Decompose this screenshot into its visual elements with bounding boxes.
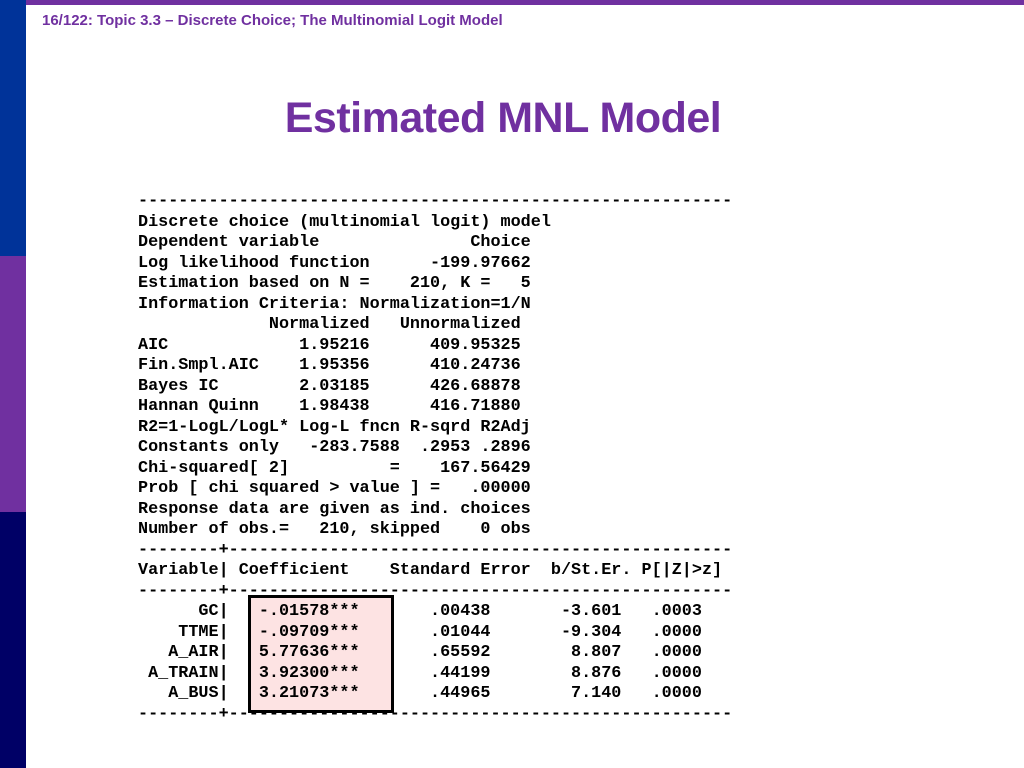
output-line: --------+-------------------------------------------------- — [138, 704, 733, 724]
coefficient-row-ttme: TTME| -.09709*** .01044 -9.304 .0000 — [138, 622, 702, 642]
output-line: Log likelihood function -199.97662 — [138, 253, 531, 273]
slide-header: 16/122: Topic 3.3 – Discrete Choice; The Multinomial Logit Model — [42, 12, 503, 29]
output-line: Normalized Unnormalized — [138, 315, 521, 334]
output-line: AIC 1.95216 409.95325 — [138, 335, 521, 355]
output-line: Bayes IC 2.03185 426.68878 — [138, 376, 521, 396]
slide-title: Estimated MNL Model — [284, 94, 722, 142]
output-line: --------+-------------------------------------------------- — [138, 540, 733, 560]
coefficient-row-a-train: A_TRAIN| 3.92300*** .44199 8.876 .0000 — [138, 663, 702, 683]
coefficient-row-a-air: A_AIR| 5.77636*** .65592 8.807 .0000 — [138, 643, 702, 662]
output-line: Constants only -283.7588 .2953 .2896 — [138, 438, 531, 457]
output-line: Dependent variable Choice — [138, 233, 531, 252]
top-accent-bar — [0, 0, 1024, 5]
coefficient-row-a-bus: A_BUS| 3.21073*** .44965 7.140 .0000 — [138, 684, 702, 703]
output-line: Chi-squared[ 2] = 167.56429 — [138, 458, 531, 478]
output-line: --------+-------------------------------------------------- — [138, 581, 733, 601]
output-line: Fin.Smpl.AIC 1.95356 410.24736 — [138, 356, 521, 375]
coefficient-row-gc: GC| -.01578*** .00438 -3.601 .0003 — [138, 602, 702, 621]
output-line: Discrete choice (multinomial logit) model — [138, 212, 551, 232]
output-line: Number of obs.= 210, skipped 0 obs — [138, 520, 531, 539]
output-line: R2=1-LogL/LogL* Log-L fncn R-sqrd R2Adj — [138, 417, 531, 437]
output-line: Estimation based on N = 210, K = 5 — [138, 274, 531, 293]
output-line: Variable| Coefficient Standard Error b/St.Er. P[|Z|>z] — [138, 561, 723, 580]
output-line: ----------------------------------------------------------- — [138, 192, 733, 211]
side-strip-purple — [0, 256, 26, 512]
output-line: Prob [ chi squared > value ] = .00000 — [138, 479, 531, 498]
output-line: Response data are given as ind. choices — [138, 499, 531, 519]
output-line: Hannan Quinn 1.98438 416.71880 — [138, 397, 521, 416]
model-output — [138, 192, 732, 725]
output-line: Information Criteria: Normalization=1/N — [138, 294, 531, 314]
side-strip-navy — [0, 512, 26, 768]
